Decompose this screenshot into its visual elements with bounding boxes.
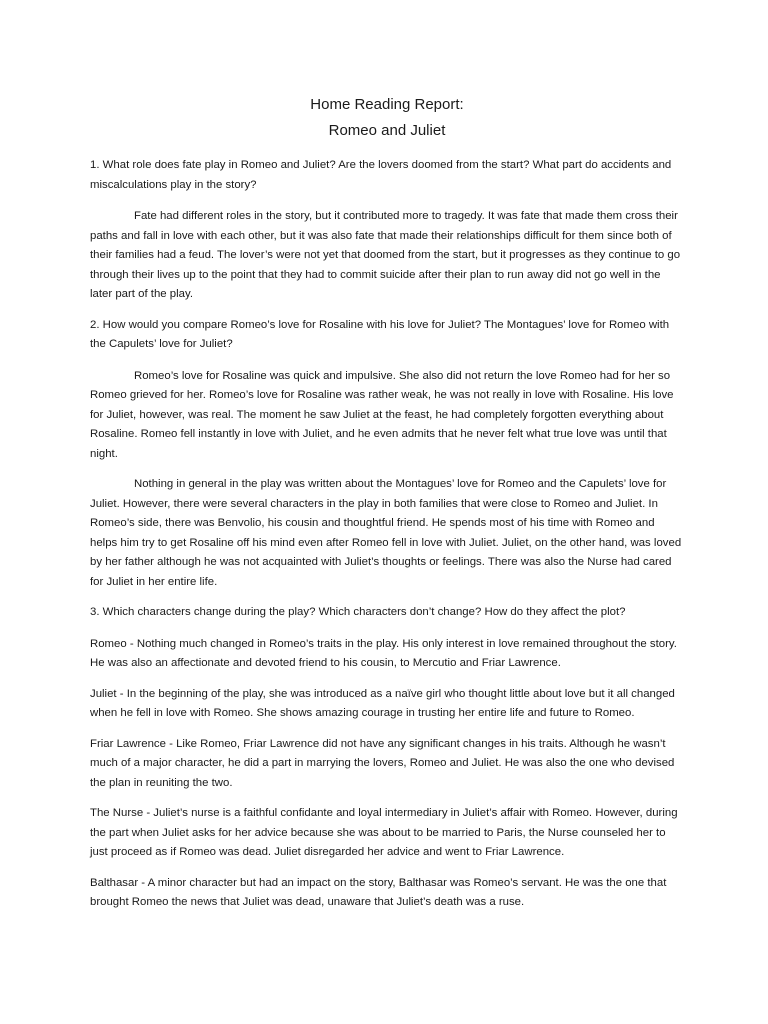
answer-2-paragraph-1: Romeo’s love for Rosaline was quick and impulsive. She also did not return the love Romeo had for her so Romeo grieved for her. Romeo’s love for Rosaline was rather weak, he was not really in love with Rosaline. His love for Juliet, however, was real. The moment he saw Juliet at the feast, he had completely forgotten everything about Rosaline. Romeo fell instantly in love with Juliet, and he even admits that he never felt what true love was until that night.: [90, 369, 674, 460]
character-friar-lawrence: Friar Lawrence - Like Romeo, Friar Lawrence did not have any significant changes in his traits. Although he wasn’t much of a major character, he did a part in marrying the lovers, Romeo and Juliet. He was also the one who devised the plan in reuniting the two.: [90, 737, 675, 789]
question-2: 2. How would you compare Romeo’s love for Rosaline with his love for Juliet? The Montagues’ love for Romeo with the Capulets’ love for Juliet?: [90, 318, 670, 350]
answer-2-paragraph-2: Nothing in general in the play was written about the Montagues’ love for Romeo and the Capulets’ love for Juliet. However, there were several characters in the play in both families that were close to Romeo and Juliet. In Romeo’s side, there was Benvolio, his cousin and thoughtful friend. He spends most of his time with Romeo and helps him try to get Rosaline off his mind even after Romeo fell in love with Juliet. Juliet, on the other hand, was loved by her father although he was not acquainted with Juliet’s thoughts or feelings. There was also the Nurse had cared for Juliet in her entire life.: [90, 478, 682, 588]
character-balthasar: Balthasar - A minor character but had an impact on the story, Balthasar was Romeo’s servant. He was the one that brought Romeo the news that Juliet was dead, unaware that Juliet’s death was a ruse.: [90, 876, 667, 908]
question-3: 3. Which characters change during the play? Which characters don’t change? How do they affect the plot?: [90, 606, 626, 618]
title-line-2: Romeo and Juliet: [328, 122, 446, 139]
title-line-1: Home Reading Report:: [310, 96, 464, 113]
character-nurse: The Nurse - Juliet’s nurse is a faithful confidante and loyal intermediary in Juliet’s affair with Romeo. However, during the part when Juliet asks for her advice because she was about to be married to Paris, the Nurse counseled her to just proceed as if Romeo was dead. Juliet disregarded her advice and went to Friar Lawrence.: [90, 807, 678, 858]
character-juliet: Juliet - In the beginning of the play, she was introduced as a naïve girl who thought little about love but it all changed when he fell in love with Romeo. She shows amazing courage in trusting her entire life and future to Romeo.: [90, 687, 675, 719]
page-title: [90, 92, 684, 144]
character-romeo: Romeo - Nothing much changed in Romeo’s traits in the play. His only interest in love remained throughout the story. He was also an affectionate and devoted friend to his cousin, to Mercutio and Friar Lawrence.: [90, 637, 677, 669]
question-1: 1. What role does fate play in Romeo and Juliet? Are the lovers doomed from the start? What part do accidents and miscalculations play in the story?: [90, 159, 672, 191]
answer-1: Fate had different roles in the story, but it contributed more to tragedy. It was fate that made them cross their paths and fall in love with each other, but it was also fate that made their relationships difficult for them since both of their families had a feud. The lover’s were not yet that doomed from the start, but it progresses as they continue to go through their lives up to the point that they had to commit suicide after their plan to run away did not go well in the later part of the play.: [90, 210, 681, 300]
